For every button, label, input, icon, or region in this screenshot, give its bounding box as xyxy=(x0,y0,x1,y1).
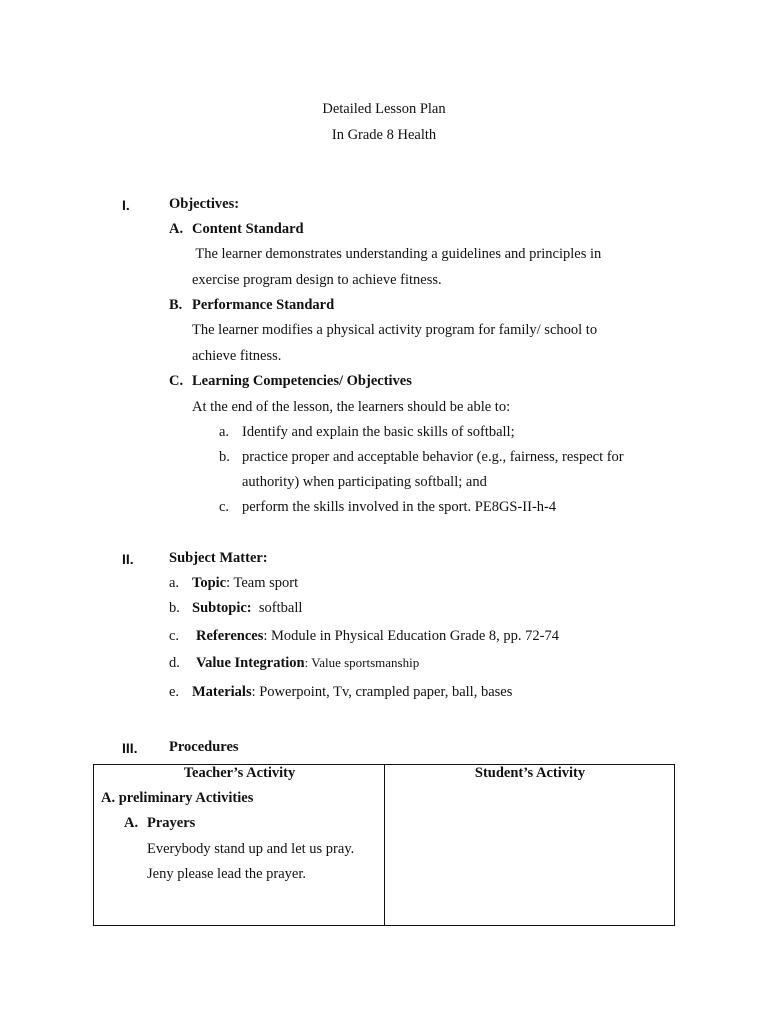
teacher-activity-cell xyxy=(94,765,385,926)
list-item-marker: c. xyxy=(169,628,180,644)
section-heading-procedures: Procedures xyxy=(169,739,239,755)
procedures-table xyxy=(93,764,675,926)
references-value: : Module in Physical Education Grade 8, pp. 72-74 xyxy=(263,628,559,644)
topic-label: Topic xyxy=(192,575,227,591)
performance-standard-text-line1: The learner modifies a physical activity program for family/ school to xyxy=(192,322,598,338)
references-label: References xyxy=(196,628,264,644)
list-item-marker: b. xyxy=(219,449,230,465)
content-standard-text-line1: The learner demonstrates understanding a guidelines and principles in xyxy=(192,246,602,262)
section-numeral-objectives: I. xyxy=(122,197,130,213)
content-standard-label: Content Standard xyxy=(192,221,304,237)
section-heading-subject-matter: Subject Matter: xyxy=(169,550,268,566)
list-item-marker: b. xyxy=(169,600,180,616)
performance-standard-label: Performance Standard xyxy=(192,297,335,313)
list-item xyxy=(196,655,419,672)
student-activity-cell xyxy=(385,765,675,926)
list-item-marker: d. xyxy=(169,655,180,671)
list-item-marker: a. xyxy=(219,424,230,440)
list-item xyxy=(192,575,298,592)
document-title: Detailed Lesson Plan xyxy=(322,101,446,117)
performance-standard-letter: B. xyxy=(169,297,183,313)
competencies-label: Learning Competencies/ Objectives xyxy=(192,373,412,389)
prayer-instruction-line1: Everybody stand up and let us pray. xyxy=(147,841,355,857)
list-item-marker: e. xyxy=(169,684,180,700)
section-heading-objectives: Objectives: xyxy=(169,196,240,212)
materials-label: Materials xyxy=(192,684,252,700)
list-item-text: Identify and explain the basic skills of softball; xyxy=(242,424,515,440)
section-numeral-procedures: III. xyxy=(122,740,138,756)
document-subtitle: In Grade 8 Health xyxy=(331,127,437,143)
list-item-marker: a. xyxy=(169,575,180,591)
list-item-text: perform the skills involved in the sport. PE8GS-II-h-4 xyxy=(242,499,557,515)
list-item xyxy=(192,600,302,617)
list-item-text: practice proper and acceptable behavior (e.g., fairness, respect for xyxy=(242,449,624,465)
list-item-text-continued: authority) when participating softball; and xyxy=(242,474,487,490)
preliminary-activities-heading: A. preliminary Activities xyxy=(101,790,254,806)
prayers-label: Prayers xyxy=(147,815,196,831)
competencies-intro: At the end of the lesson, the learners should be able to: xyxy=(192,399,511,415)
materials-value: : Powerpoint, Tv, crampled paper, ball, bases xyxy=(251,684,513,700)
competencies-letter: C. xyxy=(169,373,184,389)
performance-standard-text-line2: achieve fitness. xyxy=(192,348,282,364)
value-integration-value: : Value sportsmanship xyxy=(304,655,420,670)
value-integration-label: Value Integration xyxy=(196,655,305,671)
list-item xyxy=(196,628,559,645)
content-standard-letter: A. xyxy=(169,221,184,237)
topic-value: : Team sport xyxy=(226,575,299,591)
prayers-letter: A. xyxy=(124,815,139,831)
section-numeral-subject-matter: II. xyxy=(122,551,134,567)
list-item-marker: c. xyxy=(219,499,230,515)
list-item xyxy=(192,684,512,701)
teacher-activity-header: Teacher’s Activity xyxy=(183,765,296,781)
content-standard-text-line2: exercise program design to achieve fitness. xyxy=(192,272,442,288)
student-activity-header: Student’s Activity xyxy=(474,765,586,781)
prayer-instruction-line2: Jeny please lead the prayer. xyxy=(147,866,307,882)
subtopic-label: Subtopic: xyxy=(192,600,252,616)
subtopic-value: softball xyxy=(251,600,303,616)
